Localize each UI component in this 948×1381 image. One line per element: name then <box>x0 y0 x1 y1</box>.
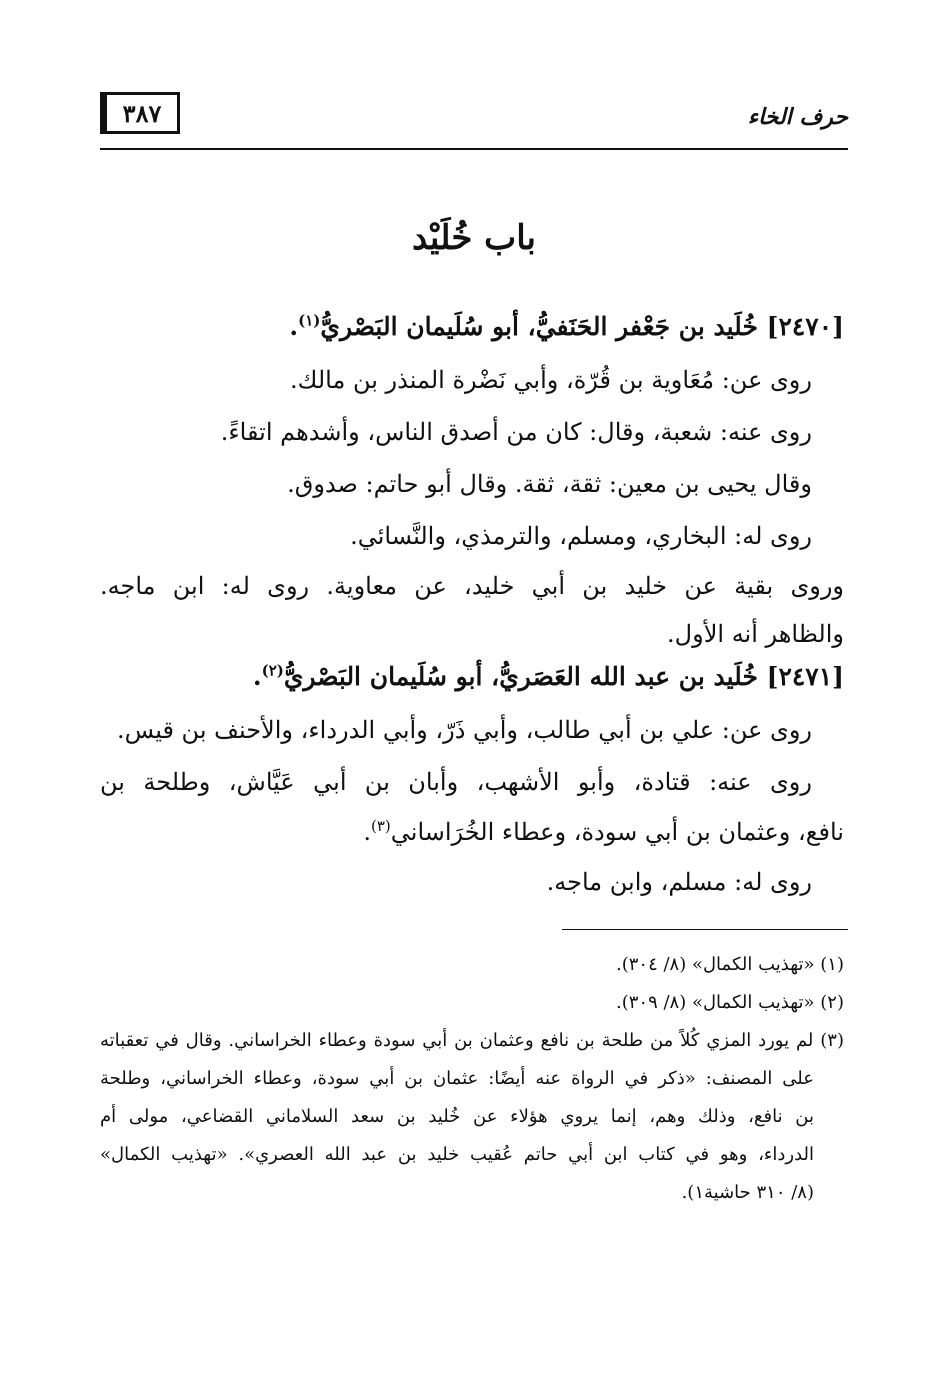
entry-line: روى عن: مُعَاوية بن قُرّة، وأبي نَضْرة المنذر بن مالك. <box>290 366 812 394</box>
entry-line: وقال يحيى بن معين: ثقة، ثقة. وقال أبو حاتم: صدوق. <box>287 470 812 498</box>
note-ref: (١) <box>298 311 321 330</box>
page-header <box>100 92 848 154</box>
entry-line: روى عن: علي بن أبي طالب، وأبي ذَرّ، وأبي الدرداء، والأحنف بن قيس. <box>116 716 812 744</box>
entry-line: وروى بقية عن خليد بن أبي خليد، عن معاوية. روى له: ابن ماجه. <box>100 572 844 600</box>
entry-line: روى عنه: قتادة، وأبو الأشهب، وأبان بن أبي عَيَّاش، وطلحة بن <box>100 768 812 796</box>
note-ref: (٢) <box>261 661 284 680</box>
page-number: ٣٨٧ <box>122 98 162 128</box>
entry-line: روى له: مسلم، وابن ماجه. <box>546 868 812 896</box>
footnote: (١) «تهذيب الكمال» (٨/ ٣٠٤). <box>615 954 844 975</box>
footnote-continuation: بن نافع، وذلك وهم، إنما يروي هؤلاء عن خُليد بن سعد السلاماني القضاعي، مولى أم <box>100 1106 814 1127</box>
page-number-box <box>100 92 180 134</box>
entry-line: نافع، وعثمان بن أبي سودة، وعطاء الخُرَاساني$^{(٣)}$. <box>363 817 844 846</box>
footnote: (٣) لم يورد المزي كُلاً من طلحة بن نافع وعثمان بن أبي سودة وعطاء الخراساني. وقال في تعقباته <box>100 1030 844 1051</box>
footnote: (٢) «تهذيب الكمال» (٨/ ٣٠٩). <box>615 992 844 1013</box>
footnote-continuation: (٨/ ٣١٠ حاشية١). <box>681 1182 814 1203</box>
note-ref: (٣) <box>370 817 391 835</box>
entry-heading-2471: [٢٤٧١] خُلَيد بن عبد الله العَصَريُّ، أبو سُلَيمان البَصْريُّ$^{(٢)}$. <box>252 661 844 691</box>
entry-line: روى عنه: شعبة، وقال: كان من أصدق الناس، وأشدهم اتقاءً. <box>220 418 812 446</box>
running-head: حرف الخاء <box>747 104 848 130</box>
footnote-continuation: على المصنف: «ذكر في الرواة عنه أيضًا: عثمان بن أبي سودة، وعطاء الخراساني، وطلحة <box>100 1068 814 1089</box>
entry-line: روى له: البخاري، ومسلم، والترمذي، والنَّسائي. <box>350 522 812 550</box>
entry-line: والظاهر أنه الأول. <box>667 620 844 648</box>
header-rule <box>100 148 848 150</box>
entry-heading-2470: [٢٤٧٠] خُلَيد بن جَعْفر الحَنَفيُّ، أبو سُلَيمان البَصْريُّ$^{(١)}$. <box>289 311 844 341</box>
footnote-rule <box>562 929 848 930</box>
footnote-continuation: الدرداء، وهو في كتاب ابن أبي حاتم عُقيب خليد بن عبد الله العصري». «تهذيب الكمال» <box>100 1144 814 1165</box>
chapter-title: باب خُلَيْد <box>411 218 537 258</box>
